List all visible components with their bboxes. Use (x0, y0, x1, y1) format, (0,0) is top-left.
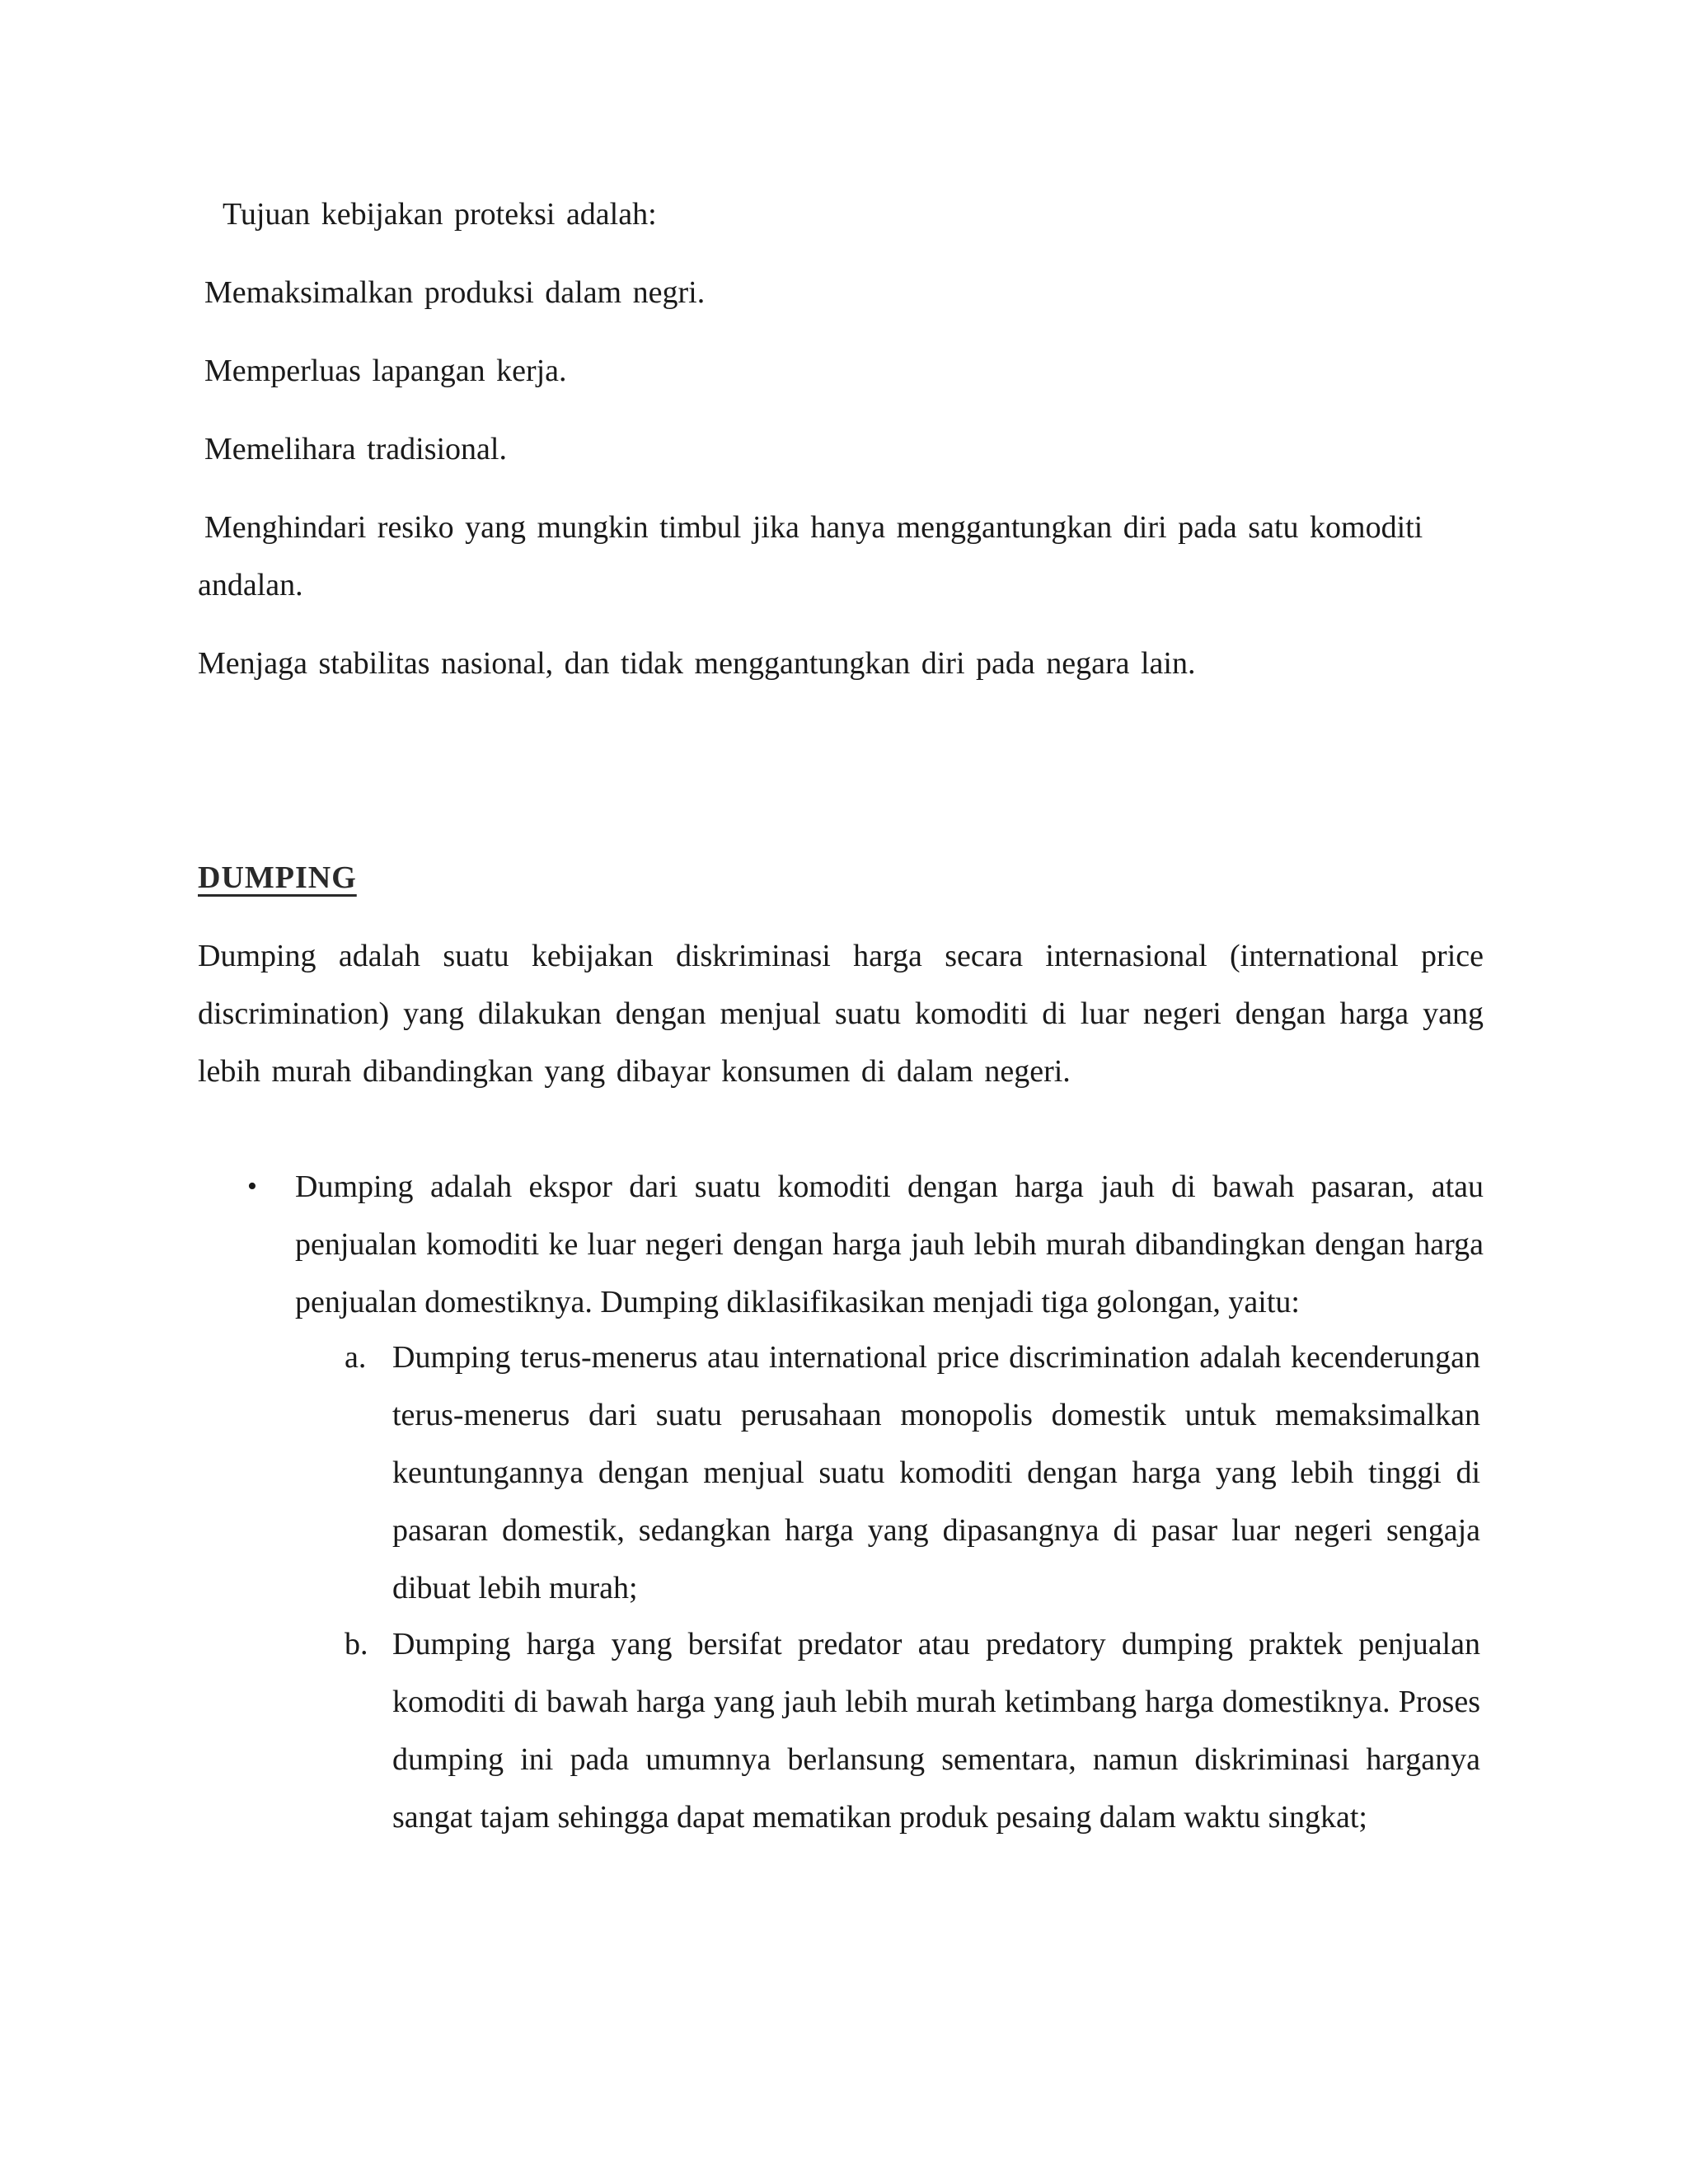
intro-item-1: Memaksimalkan produksi dalam negri. (204, 275, 706, 310)
bullet-text: Dumping adalah ekspor dari suatu komoditi dengan harga jauh di bawah pasaran, atau penjualan komoditi ke luar negeri dengan harga jauh lebih murah dibandingkan dengan harga penjualan domestiknya. Dumping diklasifikasikan menjadi tiga golongan, yaitu: (295, 1169, 1484, 1319)
intro-title: Tujuan kebijakan proteksi adalah: (223, 197, 657, 232)
intro-item-2: Memperluas lapangan kerja. (204, 354, 567, 388)
sub-item-text: Dumping harga yang bersifat predator atau predatory dumping praktek penjualan komoditi di bawah harga yang jauh lebih murah ketimbang harga domestiknya. Proses dumping ini pada umumnya berlansung sementara, namun diskriminasi harganya sangat tajam sehingga dapat mematikan produk pesaing dalam waktu singkat; (392, 1627, 1480, 1835)
bullet-marker: • (247, 1171, 257, 1202)
intro-item-5: Menjaga stabilitas nasional, dan tidak menggantungkan diri pada negara lain. (198, 646, 1196, 681)
section-heading: DUMPING (198, 860, 357, 895)
intro-item-4-line-2: andalan. (198, 568, 303, 602)
intro-item-4-line-1: Menghindari resiko yang mungkin timbul jika hanya menggantungkan diri pada satu komoditi (204, 510, 1423, 545)
sub-item-marker: a. (345, 1340, 367, 1375)
sub-item-marker: b. (345, 1627, 368, 1661)
definition-paragraph: Dumping adalah suatu kebijakan diskriminasi harga secara internasional (international price discrimination) yang dilakukan dengan menjual suatu komoditi di luar negeri dengan harga yang lebih murah dibandingkan yang dibayar konsumen di dalam negeri. (198, 939, 1484, 1089)
intro-item-3: Memelihara tradisional. (204, 432, 507, 466)
sub-item-text: Dumping terus-menerus atau international price discrimination adalah kecenderungan terus-menerus dari suatu perusahaan monopolis domestik untuk memaksimalkan keuntungannya dengan menjual suatu komoditi dengan harga yang lebih tinggi di pasaran domestik, sedangkan harga yang dipasangnya di pasar luar negeri sengaja dibuat lebih murah; (392, 1340, 1480, 1605)
